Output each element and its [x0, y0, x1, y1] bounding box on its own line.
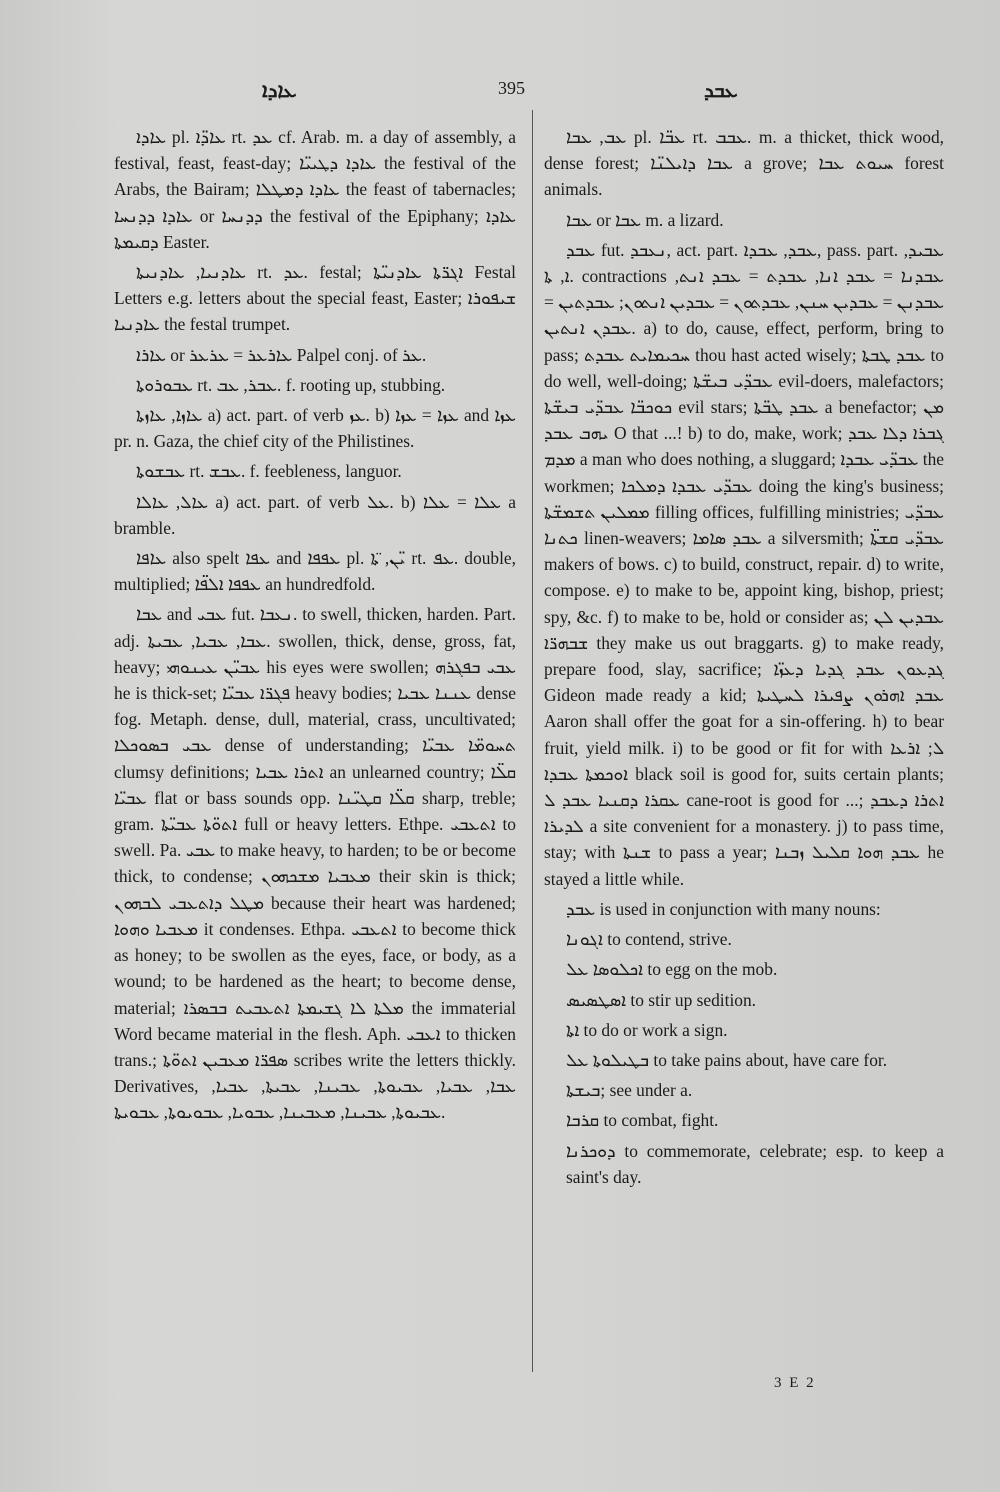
signature-mark: 3 E 2 — [774, 1375, 816, 1391]
left-column — [114, 124, 516, 1130]
entry-to-do: ܥܒܕ fut. ܢܥܒܕ, act. part. ܥܒܕ, ܥܒܕܐ, pass. part. ܥܒܝܕ, ܐ, ܬܐ. contractions ܥܒܕܢܐ = ܥܒܕ ܐܢܐ, ܥܒܕܬ = ܥܒܕ ܐܢܬ, ܥܒܕܢܢ = ܥܒܕܝܢ ܚܢܢ, ܥܒܕܬܘܢ = ܥܒܕܝܢ ܐܢܬܘܢ; ܥܒܕܬܝܢ = ܥܒܕܢ ܐܢܬܝܢ. a) to do, cause, effect, perform, bring to pass; ܚܟܝܡܐܝܬ ܥܒܕܬ thou hast acted wisely; ܥܒܕ ܛܒܬܐ to do well, well-doing; ܥܒܕ̈ܝ ܒܝܫ̈ܬܐ evil-doers, malefactors; ܟܘܟܒ̈ܐ ܥܒܕ̈ܝ ܒܝܫ̈ܬܐ evil stars; ܥܒܕ ܛܒ̈ܬܐ a benefactor; ܡܢ ܝܗܒ ܥܒܕ O that ...! b) to do, make, work; ܓܒܪܐ ܕܠܐ ܥܒܕ ܡܕܡ a man who does nothing, a sluggard; ܥܒܕ̈ܝ ܥܒܕܐ the workmen; ܥܒܕ̈ܝ ܥܒܕܐ ܕܡܠܟܐ doing the king's business; ܡܡܠܝܢ ܬܫܡܫ̈ܬܐ filling offices, fulfilling ministries; ܥܒܕ̈ܝ ܟܬܢܐ linen-weavers; ܥܒܕ ܣܐܡܐ a silversmith; ܥܒܕ̈ܝ ܩܫܬ̈ܐ makers of bows. c) to build, construct, repair. d) to write, compose. e) to make to be, appoint king, bishop, priest; spy, &c. f) to make to be, hold or consider as; ܥܒܕܝܢ ܠܢ ܫܒܗܪ̈ܐ they make us out braggarts. g) to make ready, prepare food, slay, sacrifice; ܓܕܥܘܢ ܥܒܕ ܓܕܝܐ ܕܥܙ̈ܐ Gideon made ready a kid; ܥܒܕ ܐܗܪܘܢ ܨܦܝܪܐ ܠܚܛܝܬܐ Aaron shall offer the goat for a sin-offering. h) to bear fruit, yield milk. i) to be good or fit for with ܠ; ܐܪܥܐ ܐܘܟܡܬܐ ܥܒܕܐ black soil is good for, suits certain plants; ܥܩܪܐ ܕܩܢܝܐ ܥܒܕ ܠ cane-root is good for ...; ܐܬܪܐ ܕܥܒܕ ܠܕܝܪܐ a site convenient for a monastery. j) to pass time, stay; with ܫܢܬܐ to pass a year; ܥܒܕ ܗܘܐ ܩܠܝܠ ܙܒܢܐ he stayed a little while. — [544, 239, 945, 889]
column-divider — [532, 110, 533, 1372]
right-running-headword: ܥܒܕ — [704, 78, 738, 102]
entry-see-under: ܒܝܫܬܐ; see under a. — [566, 1080, 693, 1101]
entry-rooting-up: ܥܒܘܪܘܬܐ rt. ܥܒܪ, ܥܒ. f. rooting up, stubbing. — [136, 374, 446, 395]
entry-sign: ܐܬܐ to do or work a sign. — [566, 1019, 728, 1040]
entry-festal: ܥܐܕܢܝܐ, ܥܐܕܢܝܬܐ rt. ܥܕ. festal; ܐܓܪ̈ܬܐ ܥܐܕܢܝ̈ܬܐ Festal Letters e.g. letters about the special feast, Easter; ܫܝܦܘܪܐ ܥܐܕܢܝܐ the festal trumpet. — [114, 262, 517, 335]
entry-thicket: ܥܒ, ܥܒܐ pl. ܥܒ̈ܐ rt. ܥܒܒ. m. a thicket, thick wood, dense forest; ܥܒܐ ܕܐܝܠܢ̈ܐ a grove; ܚܝܘܬ ܥܒܐ forest animals. — [544, 127, 944, 200]
entry-egg-on-mob: ܐܟܠܘܣܐ ܥܠ to egg on the mob. — [566, 959, 778, 980]
entry-double: ܥܐܦܐ also spelt ܥܦܐ and ܥܦܦܐ pl. ܝ̈ܢ, ̈ܬܐ rt. ܥܦ. double, multiplied; ܥܦܦܐ ܐܠܦ̈ܐ an hundredfold. — [114, 548, 516, 595]
entry-lizard: ܥܒܐ or ܥܒܐ m. a lizard. — [566, 209, 724, 230]
left-running-headword: ܥܐܕܐ — [262, 78, 297, 102]
entry-bramble: ܥܐܠ, ܥܐܠܐ a) act. part. of verb ܥܠ. b) ܥܠܐ = ܥܠܐ a bramble. — [114, 491, 516, 538]
page-header — [0, 78, 1000, 108]
entry-combat: ܩܪܒܐ to combat, fight. — [566, 1110, 719, 1131]
entry-swell-thicken: ܥܒܐ and ܥܒܝ fut. ܢܥܒܐ. to swell, thicken, harden. Part. adj. ܥܒܐ, ܥܒܝܐ, ܥܒܝܬܐ. swollen, thick, dense, gross, fat, heavy; ܥܒܝ̈ܢ ܥܝܢܘܗܝ his eyes were swollen; ܥܒܝ ܒܦܓܪܗ he is thick-set; ܦܓܪ̈ܐ ܥܒܝ̈ܐ heavy bodies; ܥܢܢܐ ܥܒܝܐ dense fog. Metaph. dense, dull, material, crass, uncultivated; ܥܒܝ ܒܣܘܟܠܐ dense of understanding; ܬܚܘܡ̈ܐ ܥܒܝ̈ܐ clumsy definitions; ܐܬܪܐ ܥܒܝܐ an unlearned country; ܩܠ̈ܐ ܥܒܝ̈ܐ flat or bass sounds opp. ܩܠ̈ܐ ܩܛܝ̈ܢܐ sharp, treble; gram. ܐܬܘ̈ܬܐ ܥܒܝ̈ܬܐ full or heavy letters. Ethpe. ܐܬܥܒܝ to swell. Pa. ܥܒܝ to make heavy, to harden; to be or become thick, to condense; ܡܥܒܝܐ ܡܫܟܗܘܢ their skin is thick; ܡܛܠ ܕܐܬܥܒܝ ܠܒܗܘܢ because their heart was hardened; ܡܥܒܝܐ ܘܗܘܐ it condenses. Ethpa. ܐܬܥܒܝ to become thick as honey; to be swollen as the eyes, face, or body, as a wound; to be hardened as the heart; to become dense, material; ܡܠܬܐ ܠܐ ܓܫܝܡܬܐ ܐܬܥܒܝܬ ܒܒܣܪܐ the immaterial Word became material in the flesh. Aph. ܐܥܒܝ to thicken trans.; ܣܦܪ̈ܐ ܡܥܒܝܢ ܐܬܘ̈ܬܐ scribes write the letters thickly. Derivatives, ܥܒܐ, ܥܒܝܐ, ܥܒܝܘܬܐ, ܥܒܝܢܐ, ܥܒܝܬܐ, ܥܒܝܐ, ܥܒܝܘܬܐ, ܥܒܝܢܐ, ܡܥܒܝܢܐ, ܥܒܘܝܐ, ܥܒܘܝܘܬܐ, ܥܒܘܝܬܐ. — [114, 604, 517, 1123]
entry-festival: ܥܐܕܐ pl. ܥܐܕ̈ܐ rt. ܥܕ cf. Arab. m. a day of assembly, a festival, feast, feast-day; ܥܐܕܐ ܕܛܝܝ̈ܐ the festival of the Arabs, the Bairam; ܥܐܕܐ ܕܡܛܠܐ the feast of tabernacles; ܥܐܕܐ ܕܕܢܚܐ or ܕܕܢܚܐ the festival of the Epiphany; ܥܐܕܐ ܕܩܝܡܬܐ Easter. — [114, 127, 517, 252]
entry-palpel: ܥܐܪܐ or ܥܐܪܥܪ = ܥܪܥܪ Palpel conj. of ܥܪ. — [136, 344, 427, 365]
entry-sedition: ܐܣܛܣܝܣ to stir up sedition. — [566, 989, 757, 1010]
entry-feebleness: ܥܒܫܘܬܐ rt. ܥܒܫ. f. feebleness, languor. — [136, 461, 402, 482]
entry-contend: ܐܓܘܢܐ to contend, strive. — [566, 929, 732, 950]
entry-commemorate: ܕܘܟܪܢܐ to commemorate, celebrate; esp. to keep a saint's day. — [566, 1140, 944, 1187]
page-number: 395 — [498, 78, 525, 98]
entry-gaza: ܥܐܙܐ, ܥܐܙܬܐ a) act. part. of verb ܥܙ. b) ܥܙܐ = ܥܙܐ and ܥܙܐ pr. n. Gaza, the chief city of the Philistines. — [114, 405, 516, 452]
entry-take-pains: ܒܛܝܠܘܬܐ ܥܠ to take pains about, have care for. — [566, 1049, 888, 1070]
right-column — [544, 124, 944, 1194]
entry-conjunction-intro: ܥܒܕ is used in conjunction with many nouns: — [566, 898, 881, 919]
